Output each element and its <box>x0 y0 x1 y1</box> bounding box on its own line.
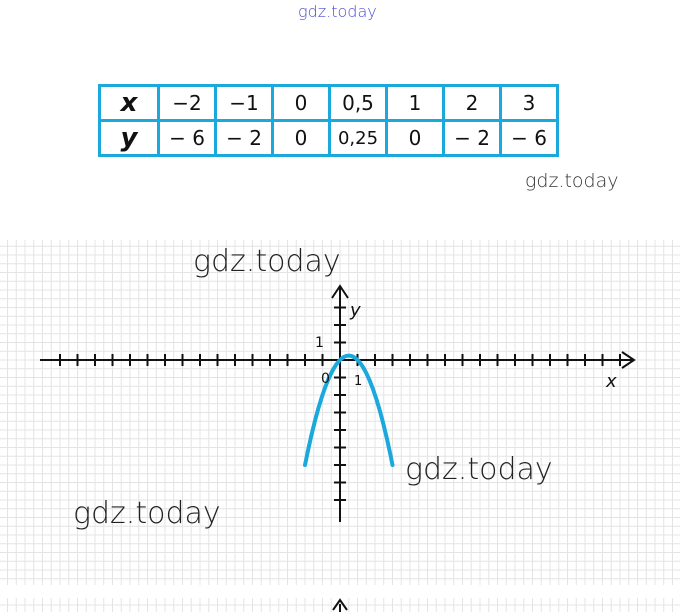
x-cell: 0 <box>273 86 330 121</box>
watermark-top: gdz.today <box>298 2 377 21</box>
watermark-table: gdz.today <box>525 170 619 192</box>
y-axis-label: y <box>350 300 361 321</box>
x-cell: 3 <box>501 86 558 121</box>
y-cell: 0 <box>387 121 444 156</box>
value-table <box>98 84 559 157</box>
y-cell: − 2 <box>444 121 501 156</box>
x-axis-label: x <box>606 371 617 392</box>
x-cell: 2 <box>444 86 501 121</box>
table-row-x <box>100 86 558 121</box>
y-cell: − 2 <box>216 121 273 156</box>
y-cell: 0,25 <box>330 121 387 156</box>
parabola-graph <box>0 240 680 585</box>
x-cell: −1 <box>216 86 273 121</box>
y-unit-label: 1 <box>315 335 324 351</box>
y-cell: − 6 <box>501 121 558 156</box>
table-row-y <box>100 121 558 156</box>
y-cell: − 6 <box>159 121 216 156</box>
watermark-graph-right: gdz.today <box>405 452 553 487</box>
y-cell: 0 <box>273 121 330 156</box>
next-graph-fragment <box>0 598 680 612</box>
x-unit-label: 1 <box>354 374 363 389</box>
y-row-header: y <box>100 121 159 156</box>
x-cell: −2 <box>159 86 216 121</box>
origin-label: 0 <box>321 371 330 387</box>
watermark-graph-left: gdz.today <box>73 496 221 531</box>
watermark-graph-top: gdz.today <box>193 244 341 279</box>
x-cell: 1 <box>387 86 444 121</box>
x-cell: 0,5 <box>330 86 387 121</box>
x-row-header: x <box>100 86 159 121</box>
